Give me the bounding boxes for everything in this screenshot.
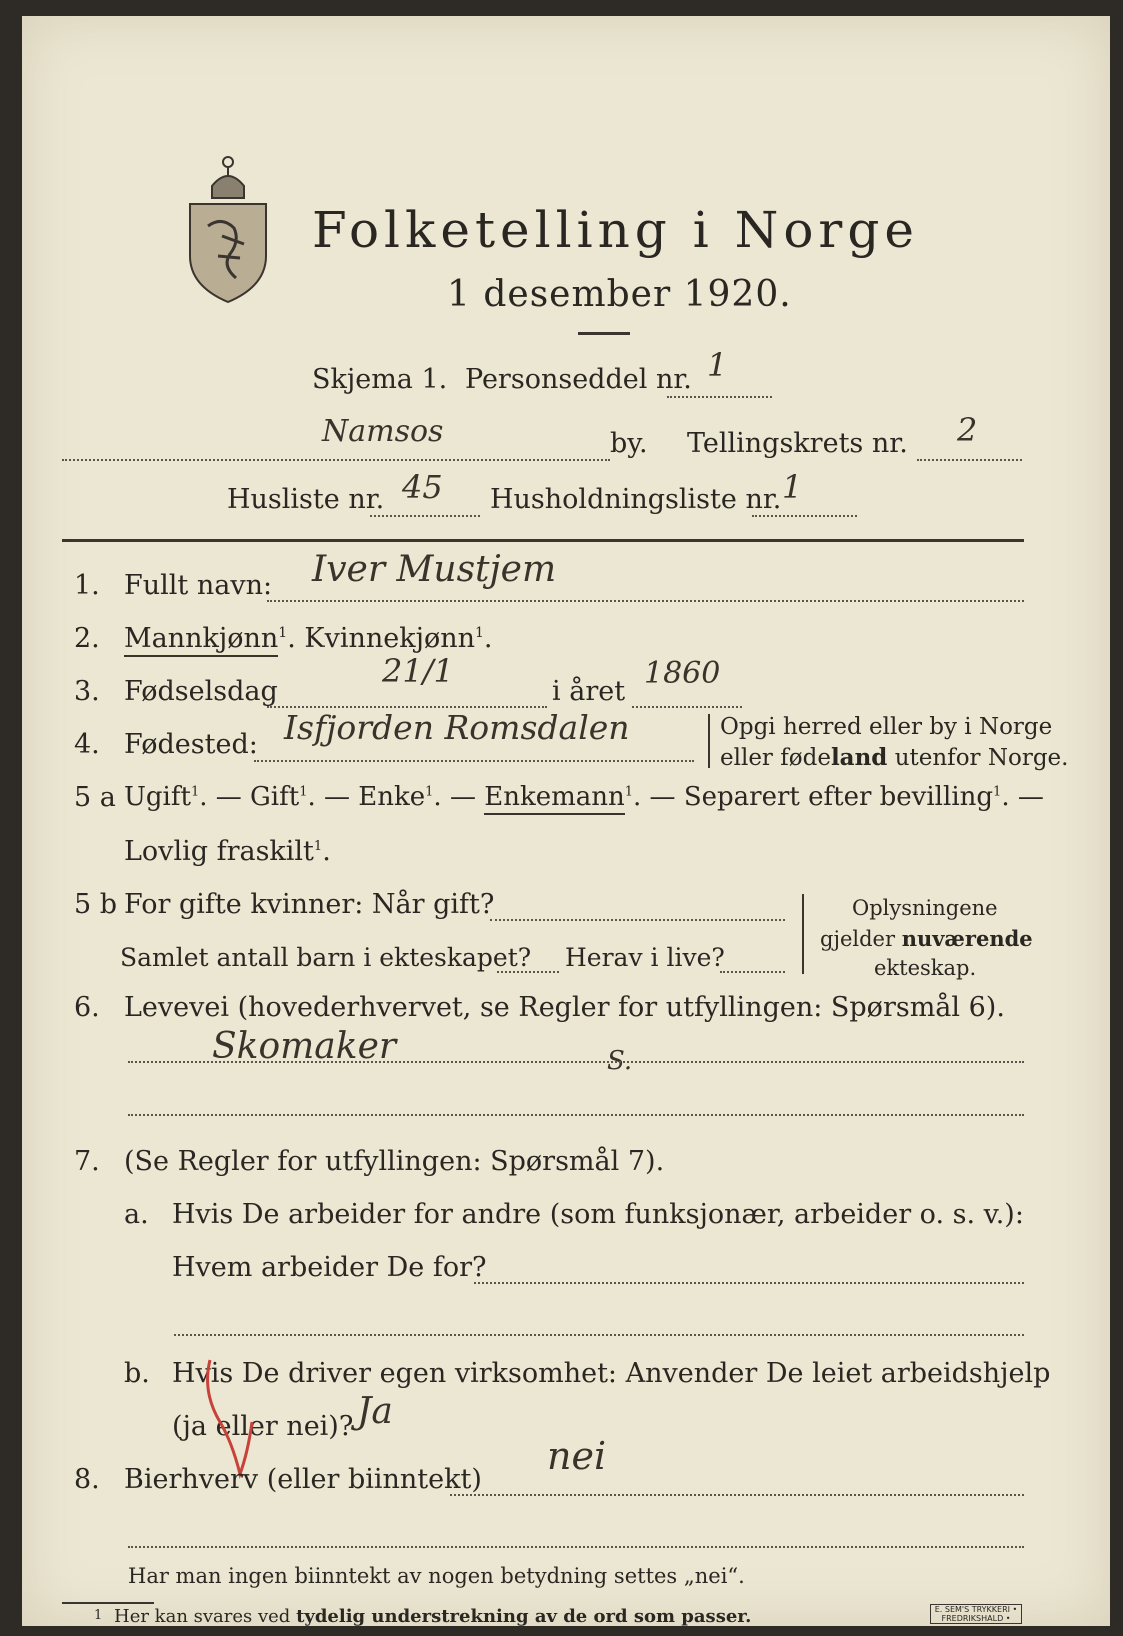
enke-option: Enke [358,782,426,812]
ugift-option: Ugift [124,782,191,812]
q7a-label: Hvis De arbeider for andre (som funksjonær, arbeider o. s. v.): [172,1199,1024,1230]
q2-options [124,623,493,654]
q5a-number: 5 a [74,782,116,813]
form-title: Folketelling i Norge [312,201,919,259]
footnote-text [114,1606,751,1627]
q8-label: Bierhverv (eller biinntekt) [124,1464,482,1495]
q1-value: Iver Mustjem [312,549,557,590]
husholdning-value: 1 [782,468,803,506]
q4-hint-brace [708,714,710,768]
q8-field2 [128,1546,1024,1548]
female-footnote-mark: 1 [475,625,484,641]
q5b-label3: Herav i live? [565,943,725,972]
ugift-footnote-mark: 1 [190,784,200,800]
q5b-note2-b: nuværende [901,926,1033,951]
title-divider [578,332,630,335]
q8-value: nei [547,1434,607,1478]
census-form [22,16,1110,1626]
q7b-label: Hvis De driver egen virksomhet: Anvender De leiet arbeidshjelp [172,1358,1051,1389]
enkemann-footnote-mark: 1 [624,784,634,800]
red-check-mark [192,1352,272,1482]
q3-year-field [632,706,742,708]
tellingskrets-field [917,459,1022,461]
q7a-number: a. [124,1199,149,1230]
q6-number: 6. [74,992,100,1023]
q7b-value: Ja [357,1391,393,1432]
q7-number: 7. [74,1146,100,1177]
q4-hint2-a: eller føde [720,745,831,771]
sep-4: . — [633,782,676,812]
footnote-number: 1 [94,1608,103,1623]
q1-number: 1. [74,570,100,601]
q8-number: 8. [74,1464,100,1495]
tellingskrets-value: 2 [957,411,978,449]
q5b-note-brace [802,894,804,974]
enkemann-option: Enkemann [484,782,625,815]
q4-hint2-c: utenfor Norge. [887,745,1069,771]
q7a-field1 [474,1282,1024,1284]
q4-label: Fødested: [124,729,258,760]
census-date: 1 desember 1920. [447,274,792,315]
q7b-number: b. [124,1358,150,1389]
sep-3: . — [433,782,476,812]
gift-footnote-mark: 1 [299,784,308,800]
city-field [62,459,610,461]
footer-note: Har man ingen biinntekt av nogen betydning settes „nei“. [128,1564,745,1588]
husholdning-field [752,515,857,517]
q7-label: (Se Regler for utfyllingen: Spørsmål 7). [124,1146,665,1177]
male-footnote-mark: 1 [278,625,288,641]
q7a-field2 [174,1334,1024,1336]
q4-hint-line1: Opgi herred eller by i Norge [720,714,1053,740]
sep-1: . — [199,782,242,812]
q5b-label2: Samlet antall barn i ekteskapet? [120,943,532,972]
q7b-question: (ja eller nei)? [172,1411,354,1442]
male-dot: . [287,623,296,654]
header-rule [62,539,1024,542]
fraskilt-option: Lovlig fraskilt [124,836,314,867]
male-option: Mannkjønn [124,623,278,657]
q5b-number: 5 b [74,889,118,920]
q5b-note2-a: gjelder [820,927,902,951]
city-value: Namsos [322,414,444,449]
q3-number: 3. [74,676,100,707]
sep-2: . — [307,782,350,812]
sep-5: . — [1001,782,1044,812]
personseddel-label: Personseddel nr. [465,364,692,395]
q2-number: 2. [74,623,100,654]
footnote-text-b: tydelig understrekning av de ord som passer. [296,1606,752,1627]
q1-field [267,600,1024,602]
q5b-note-line3: ekteskap. [874,956,977,980]
q3-day-value: 21/1 [382,652,454,690]
q4-number: 4. [74,729,100,760]
separert-option: Separert efter bevilling [683,782,994,812]
q7a-question: Hvem arbeider De for? [172,1252,487,1283]
husliste-field [370,515,480,517]
female-dot: . [483,623,493,654]
separert-footnote-mark: 1 [993,784,1002,800]
q8-field1 [450,1494,1024,1496]
tellingskrets-label: Tellingskrets nr. [687,428,908,459]
q6-field1 [128,1061,1024,1063]
q5b-field2 [497,971,559,973]
q4-field [254,760,694,762]
q5a-fraskilt [124,836,331,867]
skjema-label: Skjema 1. [312,364,448,395]
fraskilt-dot: . [322,836,331,867]
q6-mark: S. [607,1046,633,1076]
enke-footnote-mark: 1 [425,784,434,800]
norway-coat-of-arms-icon [182,146,274,306]
q6-label: Levevei (hovederhvervet, se Regler for utfyllingen: Spørsmål 6). [124,992,1005,1023]
q5b-field3 [720,971,785,973]
q3-year-label: i året [552,676,626,707]
q1-label: Fullt navn: [124,570,273,601]
q6-field2 [128,1114,1024,1116]
female-option: Kvinnekjønn [304,623,475,654]
q5b-note-line1: Oplysningene [852,896,998,920]
footnote-text-a: Her kan svares ved [114,1606,297,1627]
q5a-options [124,782,1044,812]
printer-stamp: E. SEM'S TRYKKERI • FREDRIKSHALD • [930,1604,1022,1624]
q3-year-value: 1860 [644,656,721,691]
footnote-rule [62,1602,154,1604]
husholdning-label: Husholdningsliste nr. [490,484,782,515]
q4-hint-line2 [720,744,1068,771]
q4-value: Isfjorden Romsdalen [284,708,630,747]
q5b-label1: For gifte kvinner: Når gift? [124,889,495,920]
q4-hint2-b: land [830,744,888,771]
gift-option: Gift [250,782,300,812]
q5b-note-line2 [820,926,1033,951]
fraskilt-footnote-mark: 1 [313,839,323,854]
personseddel-value: 1 [707,346,728,384]
husliste-value: 45 [402,468,443,506]
personseddel-field [667,396,772,398]
q6-value: Skomaker [212,1026,397,1067]
by-label: by. [610,428,648,459]
q3-label: Fødselsdag [124,676,278,707]
q5b-field1 [490,919,785,921]
husliste-label: Husliste nr. [227,484,385,515]
